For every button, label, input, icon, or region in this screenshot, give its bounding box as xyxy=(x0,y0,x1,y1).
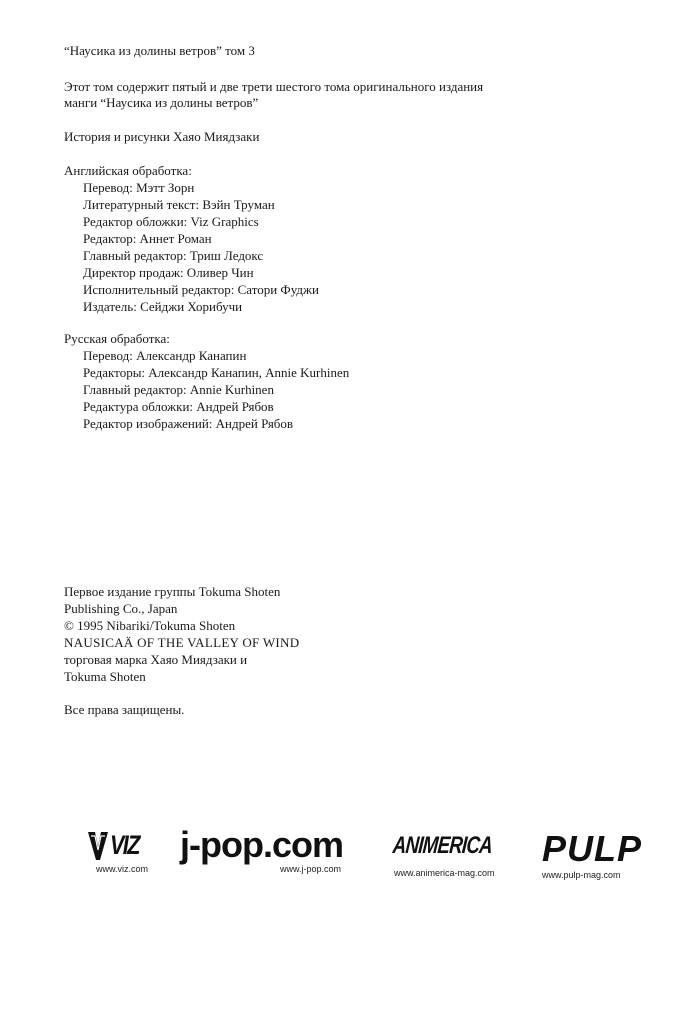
viz-mark-icon xyxy=(88,832,108,860)
jpop-logo-text: j-pop.com xyxy=(180,824,343,865)
russian-credits-heading: Русская обработка: xyxy=(64,331,170,346)
russian-credit-item: Редактор изображений: Андрей Рябов xyxy=(83,416,294,431)
russian-credit-item: Редакторы: Александр Канапин, Annie Kurhinen xyxy=(83,365,350,380)
story-art-credit: История и рисунки Хаяо Миядзаки xyxy=(64,129,260,144)
english-credit-item: Исполнительный редактор: Сатори Фуджи xyxy=(83,282,319,297)
animerica-logo-text: ANIMERICA xyxy=(391,832,494,859)
publishing-line: Publishing Co., Japan xyxy=(64,601,178,616)
volume-title: “Наусика из долины ветров” том 3 xyxy=(64,43,255,58)
publisher-logos xyxy=(0,824,700,888)
english-credit-item: Главный редактор: Триш Ледокс xyxy=(83,248,264,263)
english-credits-heading: Английская обработка: xyxy=(64,163,192,178)
viz-logo-text: VIZ xyxy=(110,830,139,860)
viz-url: www.viz.com xyxy=(96,864,149,874)
rights-reserved: Все права защищены. xyxy=(64,702,185,717)
publishing-line: Tokuma Shoten xyxy=(64,669,146,684)
russian-credit-item: Перевод: Александр Канапин xyxy=(83,348,247,363)
contents-line-1: Этот том содержит пятый и две трети шестого тома оригинального издания xyxy=(64,79,484,94)
english-credit-item: Литературный текст: Вэйн Труман xyxy=(83,197,275,212)
english-credit-item: Перевод: Мэтт Зорн xyxy=(83,180,195,195)
trademark-title: NAUSICAÄ OF THE VALLEY OF WIND xyxy=(64,635,300,650)
publishing-line: торговая марка Хаяо Миядзаки и xyxy=(64,652,248,667)
publishing-line: Первое издание группы Tokuma Shoten xyxy=(64,584,281,599)
pulp-url: www.pulp-mag.com xyxy=(542,870,621,880)
contents-line-2: манги “Наусика из долины ветров” xyxy=(64,95,259,110)
english-credit-item: Издатель: Сейджи Хорибучи xyxy=(83,299,243,314)
english-credit-item: Редактор обложки: Viz Graphics xyxy=(83,214,259,229)
animerica-url: www.animerica-mag.com xyxy=(394,868,495,878)
jpop-url: www.j-pop.com xyxy=(280,864,342,874)
english-credit-item: Редактор: Аннет Роман xyxy=(83,231,212,246)
russian-credit-item: Редактура обложки: Андрей Рябов xyxy=(83,399,274,414)
english-credit-item: Директор продаж: Оливер Чин xyxy=(83,265,254,280)
copyright-line: © 1995 Nibariki/Tokuma Shoten xyxy=(64,618,236,633)
russian-credit-item: Главный редактор: Annie Kurhinen xyxy=(83,382,274,397)
pulp-logo-text: PULP xyxy=(542,828,643,869)
